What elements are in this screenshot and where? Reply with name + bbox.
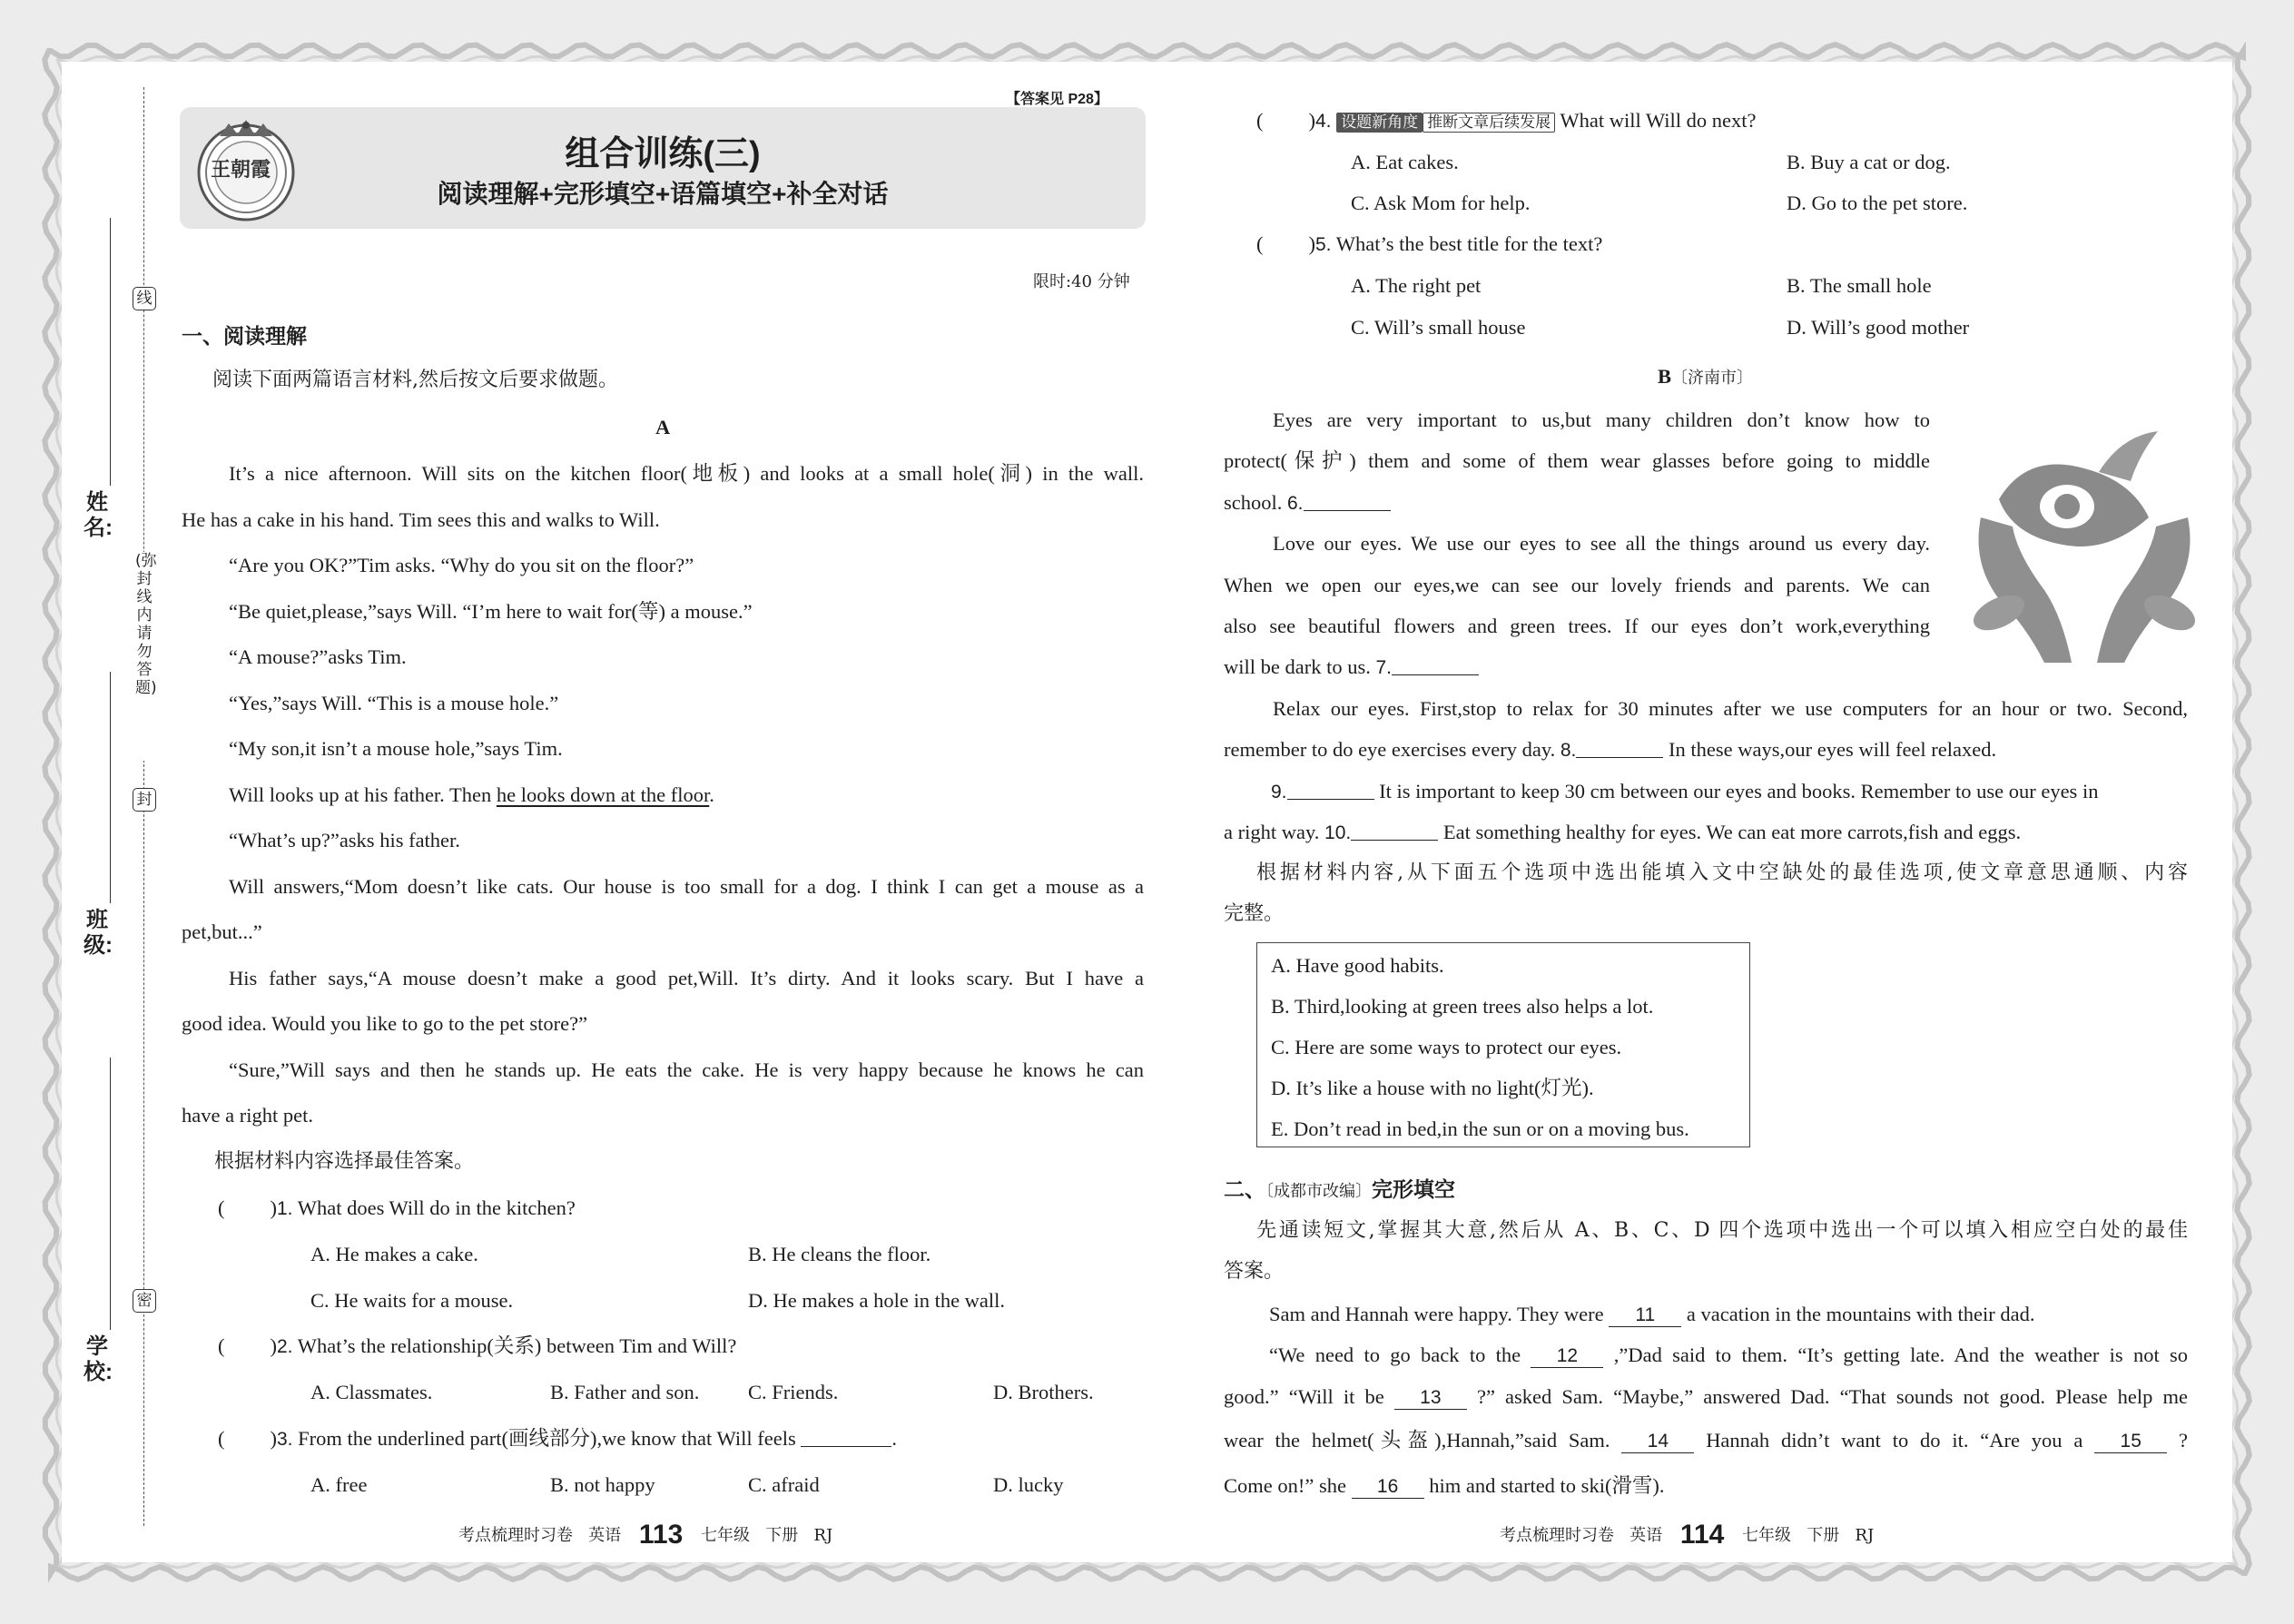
cloze-blank-12[interactable]: 12	[1531, 1345, 1603, 1368]
section2-number: 二、	[1224, 1177, 1265, 1201]
passage-b-line4: Love our eyes. We use our eyes to see all the things around us every day.	[1273, 532, 1930, 555]
question-5	[1256, 231, 1602, 259]
answer-paren-open: (	[218, 1427, 225, 1450]
section2-intro-line2: 答案。	[1224, 1260, 1285, 1283]
answer-paren-open: (	[1256, 232, 1264, 255]
question-text: What’s the relationship(关系) between Tim and Will?	[297, 1334, 737, 1357]
page-number: 113	[638, 1520, 684, 1550]
line10-text: It is important to keep 30 cm between our eyes and books. Remember to use our eyes in	[1379, 780, 2099, 802]
section2-intro-line1: 先通读短文,掌握其大意,然后从 A、B、C、D 四个选项中选出一个可以填入相应空白处的最佳	[1256, 1219, 2188, 1242]
passage-b-line6: also see beautiful flowers and green trees. If our eyes don’t work,everything	[1224, 615, 1930, 637]
footer-grade: 七年级	[1742, 1526, 1792, 1545]
answer-paren-close: )	[1308, 109, 1315, 132]
binding-notice	[125, 552, 163, 761]
name-label: 姓名:	[84, 490, 113, 540]
q5-option-d[interactable]: D. Will’s good mother	[1787, 316, 1970, 339]
passage-b-line3	[1224, 489, 1391, 517]
passage-b-line10	[1271, 778, 2098, 806]
question-number: 4.	[1315, 111, 1332, 132]
cloze-blank-16[interactable]: 16	[1352, 1476, 1424, 1499]
blank-8[interactable]	[1576, 736, 1663, 758]
question-text: From the underlined part(画线部分),we know that Will feels	[298, 1427, 796, 1450]
passage-a-para9-line1: Will answers,“Mom doesn’t like cats. Our house is too small for a dog. I think I can get a mouse as a	[229, 875, 1144, 898]
q3-option-b[interactable]: B. not happy	[550, 1473, 655, 1496]
underlined-part: he looks down at the floor	[496, 783, 710, 806]
q3-blank[interactable]	[801, 1425, 891, 1447]
choice-e: E. Don’t read in bed,in the sun or on a moving bus.	[1271, 1117, 1689, 1140]
passage-a-para8: “What’s up?”asks his father.	[229, 829, 460, 851]
passage-a-para5: “Yes,”says Will. “This is a mouse hole.”	[229, 692, 559, 714]
eye-protection-illustration-icon	[1963, 418, 2206, 674]
question-2	[218, 1333, 736, 1361]
seal-mark-box	[133, 1289, 156, 1313]
footer-series: 考点梳理时习卷	[1500, 1526, 1614, 1545]
line3-text: school.	[1224, 491, 1283, 514]
line7-text: will be dark to us.	[1224, 655, 1371, 678]
seal-mark-box	[133, 788, 156, 812]
blank-6[interactable]	[1304, 489, 1391, 511]
cloze-blank-11[interactable]: 11	[1609, 1304, 1681, 1327]
seal-mark-box	[133, 287, 156, 310]
question-text: What’s the best title for the text?	[1335, 232, 1603, 255]
answer-paren-close: )	[1308, 232, 1315, 255]
cloze-text: Come on!” she	[1224, 1474, 1346, 1497]
cloze-line4	[1224, 1427, 2188, 1454]
q2-option-b[interactable]: B. Father and son.	[550, 1381, 700, 1403]
name-field[interactable]	[110, 218, 111, 486]
cloze-text: Hannah didn’t want to do it. “Are you a	[1706, 1429, 2083, 1452]
footer-subject: 英语	[1629, 1526, 1663, 1545]
passage-a-para4: “A mouse?”asks Tim.	[229, 645, 407, 668]
school-label: 学校:	[84, 1334, 113, 1384]
question-number: 1.	[277, 1198, 293, 1219]
answer-paren-open: (	[1256, 109, 1264, 132]
choice-c: C. Here are some ways to protect our eyes.	[1271, 1036, 1622, 1058]
answer-paren-open: (	[218, 1196, 225, 1219]
cloze-line2	[1269, 1342, 2188, 1369]
question-4	[1256, 107, 1757, 135]
cloze-text: Sam and Hannah were happy. They were	[1269, 1303, 1604, 1325]
cloze-text: him and started to ski(滑雪).	[1429, 1474, 1665, 1497]
choice-a: A. Have good habits.	[1271, 954, 1444, 977]
q5-option-b[interactable]: B. The small hole	[1787, 274, 1932, 297]
passage-b-source: 〔济南市〕	[1671, 369, 1754, 388]
line9b-text: In these ways,our eyes will feel relaxed.	[1669, 738, 1997, 761]
class-field[interactable]	[110, 672, 111, 903]
blank-9[interactable]	[1287, 778, 1374, 800]
binding-notice-text: (弥封线内请勿答题)	[135, 552, 157, 697]
blank-10[interactable]	[1351, 819, 1438, 841]
footer-volume: 下册	[1807, 1526, 1840, 1545]
cloze-blank-14[interactable]: 14	[1621, 1431, 1694, 1453]
passage-b-line9	[1224, 736, 1996, 764]
question-number: 2.	[277, 1336, 293, 1357]
q3-option-a[interactable]: A. free	[310, 1473, 368, 1496]
passage-a-para7	[229, 782, 714, 809]
blank-6-number: 6.	[1287, 493, 1304, 514]
answer-paren-open: (	[218, 1334, 225, 1357]
section1-heading: 一、阅读理解	[182, 324, 307, 348]
cloze-text: ?	[2179, 1429, 2189, 1452]
q2-option-a[interactable]: A. Classmates.	[310, 1381, 433, 1403]
section2-title: 完形填空	[1372, 1177, 1455, 1201]
answer-paren-close: )	[270, 1427, 277, 1450]
publisher-logo-text: 王朝霞	[211, 158, 271, 182]
passage-a-label: A	[655, 416, 671, 438]
footer-series: 考点梳理时习卷	[458, 1526, 573, 1545]
question-text: What does Will do in the kitchen?	[297, 1196, 576, 1219]
cloze-text: “We need to go back to the	[1269, 1343, 1521, 1366]
passage-a-para6: “My son,it isn’t a mouse hole,”says Tim.	[229, 737, 563, 760]
q5-option-a[interactable]: A. The right pet	[1351, 274, 1482, 297]
q5-option-c[interactable]: C. Will’s small house	[1351, 316, 1526, 339]
q4-option-c[interactable]: C. Ask Mom for help.	[1351, 192, 1531, 214]
passage-b-heading	[1658, 363, 1753, 392]
q1-option-c[interactable]: C. He waits for a mouse.	[310, 1289, 514, 1312]
blank-8-number: 8.	[1560, 740, 1577, 761]
page-title: 组合训练(三)	[565, 135, 761, 173]
page-number: 114	[1679, 1520, 1725, 1550]
answer-paren-close: )	[270, 1196, 277, 1219]
line11b-text: Eat something healthy for eyes. We can eat more carrots,fish and eggs.	[1442, 821, 2022, 843]
cloze-text: ,”Dad said to them. “It’s getting late. And the weather is not so	[1613, 1343, 2188, 1366]
footer-edition: RJ	[813, 1526, 833, 1545]
cloze-text: a vacation in the mountains with their dad.	[1686, 1303, 2035, 1325]
choice-b: B. Third,looking at green trees also helps a lot.	[1271, 995, 1654, 1018]
passage-a-para1-line1: It’s a nice afternoon. Will sits on the kitchen floor(地板) and looks at a small hole(洞) in the wall.	[229, 462, 1144, 485]
blank-10-number: 10.	[1324, 822, 1352, 843]
q2-option-d[interactable]: D. Brothers.	[993, 1381, 1094, 1403]
passage-a-para10-line2: good idea. Would you like to go to the pet store?”	[182, 1012, 588, 1035]
blank-9-number: 9.	[1271, 782, 1287, 802]
para7-pre: Will looks up at his father. Then	[229, 783, 497, 806]
inference-tag: 推断文章后续发展	[1423, 113, 1555, 133]
seal-mark-close-char: 密	[136, 1292, 153, 1310]
question-3: ( )3. From the underlined part(画线部分),we know that Will feels .	[218, 1427, 897, 1450]
seal-mark-seal-char: 封	[136, 791, 153, 809]
cloze-blank-13[interactable]: 13	[1394, 1387, 1467, 1410]
passage-b-task-line1: 根据材料内容,从下面五个选项中选出能填入文中空缺处的最佳选项,使文章意思通顺、内容	[1256, 861, 2188, 884]
cloze-blank-15[interactable]: 15	[2094, 1431, 2167, 1453]
cloze-text: ?” asked Sam. “Maybe,” answered Dad. “That sounds not good. Please help me	[1476, 1385, 2189, 1408]
section2-source: 〔成都市改编〕	[1265, 1182, 1372, 1201]
section2-heading	[1224, 1176, 1455, 1206]
passage-b-line5: When we open our eyes,we can see our lovely friends and parents. We can	[1224, 574, 1930, 596]
seal-mark-line-char: 线	[136, 290, 153, 308]
passage-a-task: 根据材料内容选择最佳答案。	[214, 1150, 475, 1173]
passage-a-para11-line1: “Sure,”Will says and then he stands up. He eats the cake. He is very happy because he knows he can	[229, 1058, 1144, 1081]
class-label: 班级:	[84, 908, 113, 958]
passage-a-para11-line2: have a right pet.	[182, 1104, 313, 1127]
passage-b-label: B	[1658, 365, 1672, 388]
passage-b-line8: Relax our eyes. First,stop to relax for 30 minutes after we use computers for an hour or two. Second,	[1273, 697, 2188, 720]
page-subtitle: 阅读理解+完形填空+语篇填空+补全对话	[437, 180, 889, 208]
para7-post: .	[709, 783, 714, 806]
cloze-line3	[1224, 1383, 2188, 1411]
question-number: 5.	[1315, 234, 1332, 255]
blank-7-number: 7.	[1375, 657, 1392, 678]
footer-left	[458, 1520, 832, 1550]
q4-option-d[interactable]: D. Go to the pet store.	[1787, 192, 1968, 214]
answer-reference: 【答案见 P28】	[1006, 92, 1108, 107]
passage-a-para2: “Are you OK?”Tim asks. “Why do you sit on the floor?”	[229, 554, 694, 576]
passage-b-line2: protect(保护) them and some of them wear glasses before going to middle	[1224, 449, 1930, 472]
passage-b-line11	[1224, 819, 2021, 847]
blank-7[interactable]	[1392, 654, 1479, 675]
passage-b-line1: Eyes are very important to us,but many children don’t know how to	[1273, 408, 1930, 431]
passage-a-para10-line1: His father says,“A mouse doesn’t make a good pet,Will. It’s dirty. And it looks scary. But I have a	[229, 967, 1144, 989]
q3-option-c[interactable]: C. afraid	[748, 1473, 820, 1496]
school-field[interactable]	[110, 1058, 111, 1330]
question-text: What will Will do next?	[1560, 109, 1757, 132]
passage-b-task-line2: 完整。	[1224, 902, 1285, 925]
footer-volume: 下册	[765, 1526, 799, 1545]
question-1	[218, 1195, 576, 1223]
cloze-text: good.” “Will it be	[1224, 1385, 1384, 1408]
footer-subject: 英语	[588, 1526, 622, 1545]
cloze-line5	[1224, 1472, 1665, 1500]
time-limit: 限时:40 分钟	[1033, 272, 1130, 291]
question-number: 3.	[277, 1429, 293, 1450]
footer-grade: 七年级	[701, 1526, 751, 1545]
passage-a-para1-line2: He has a cake in his hand. Tim sees this and walks to Will.	[182, 508, 660, 531]
line9-text: remember to do eye exercises every day.	[1224, 738, 1556, 761]
passage-a-para3: “Be quiet,please,”says Will. “I’m here to wait for(等) a mouse.”	[229, 600, 753, 623]
footer-right	[1500, 1520, 1874, 1550]
passage-a-para9-line2: pet,but...”	[182, 920, 262, 943]
cloze-line1	[1269, 1301, 2035, 1328]
q1-option-d[interactable]: D. He makes a hole in the wall.	[748, 1289, 1006, 1312]
q3-option-d[interactable]: D. lucky	[993, 1473, 1064, 1496]
footer-edition: RJ	[1855, 1526, 1875, 1545]
cloze-text: wear the helmet(头盔),Hannah,”said Sam.	[1224, 1429, 1610, 1452]
choice-d: D. It’s like a house with no light(灯光).	[1271, 1077, 1594, 1099]
section1-intro: 阅读下面两篇语言材料,然后按文后要求做题。	[212, 369, 618, 391]
passage-b-line7	[1224, 654, 1479, 682]
q4-option-a[interactable]: A. Eat cakes.	[1351, 151, 1459, 173]
q1-option-a[interactable]: A. He makes a cake.	[310, 1243, 478, 1265]
line11-text: a right way.	[1224, 821, 1320, 843]
q4-option-b[interactable]: B. Buy a cat or dog.	[1787, 151, 1951, 173]
answer-paren-close: )	[270, 1334, 277, 1357]
q1-option-b[interactable]: B. He cleans the floor.	[748, 1243, 931, 1265]
new-angle-tag: 设题新角度	[1336, 113, 1423, 133]
q2-option-c[interactable]: C. Friends.	[748, 1381, 839, 1403]
